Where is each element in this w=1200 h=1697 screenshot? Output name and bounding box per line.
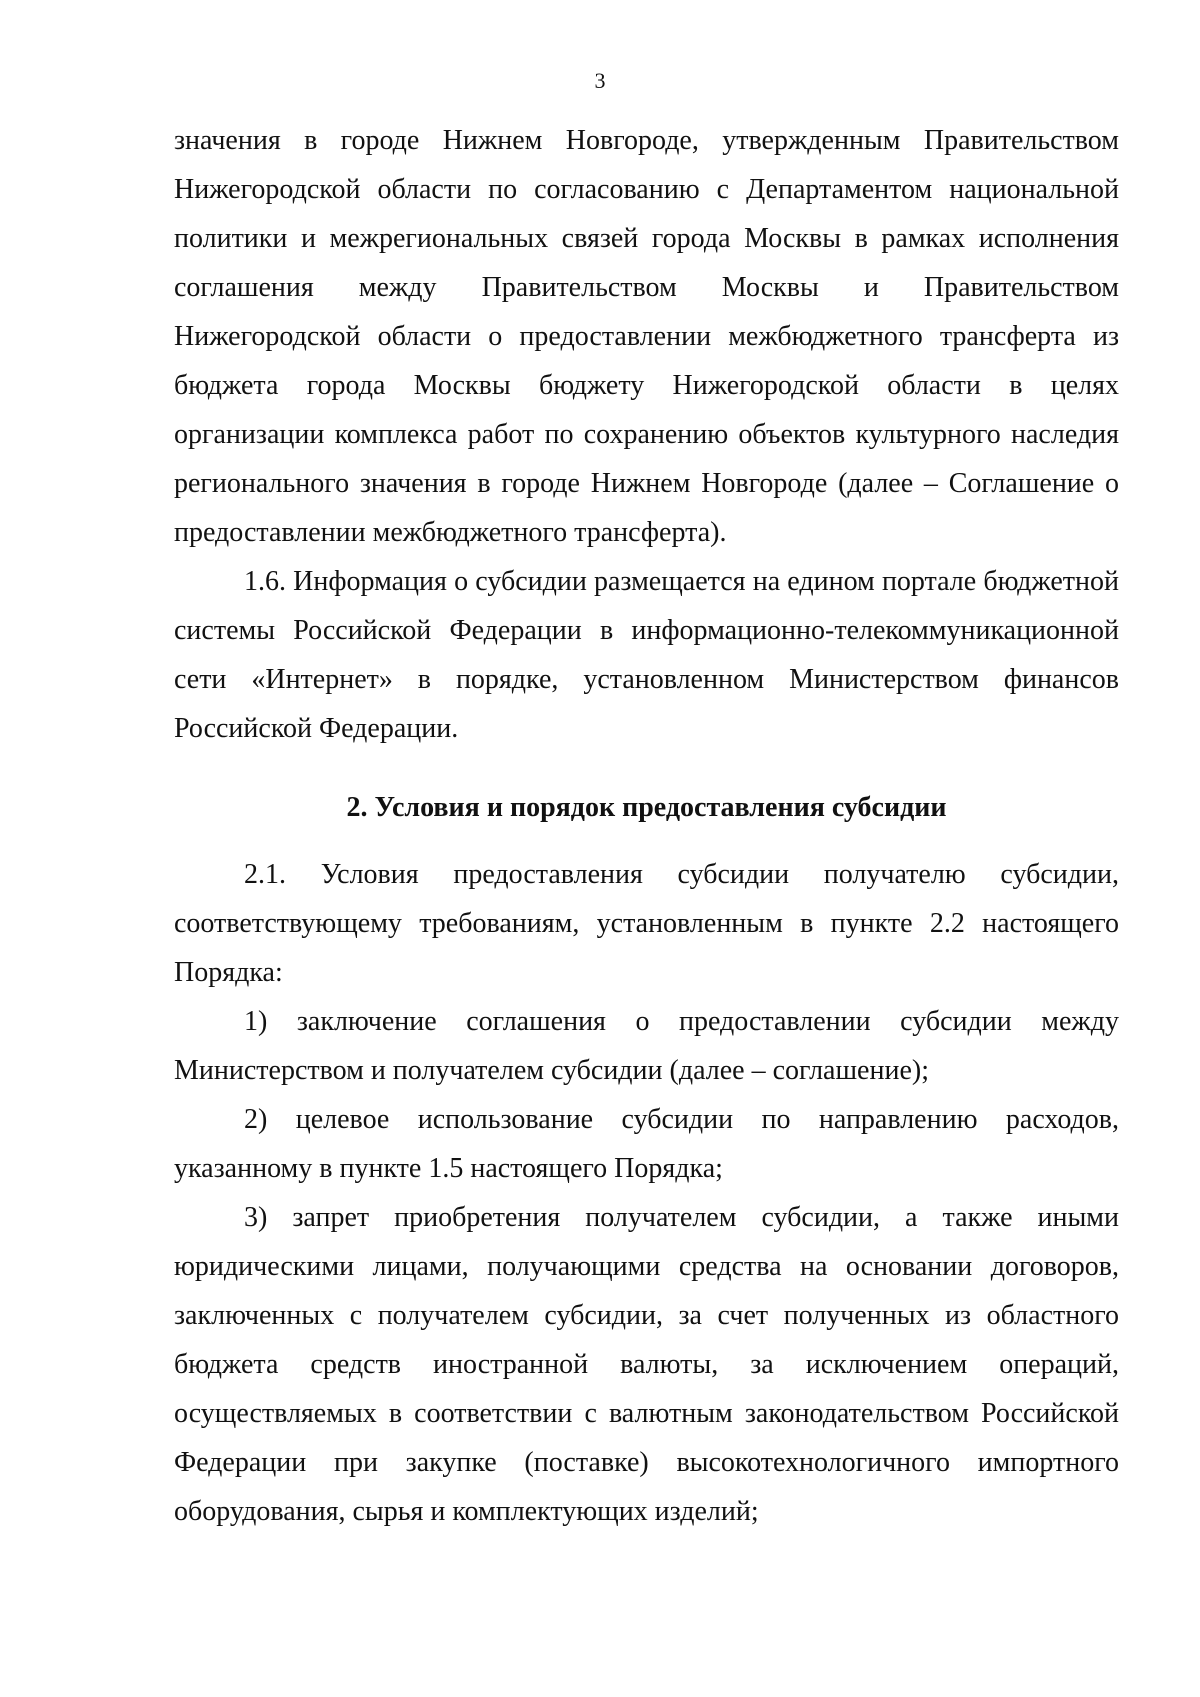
list-item-2: 2) целевое использование субсидии по направлению расходов, указанному в пункте 1.5 настоящего Порядка; — [174, 1104, 1119, 1184]
list-item-3: 3) запрет приобретения получателем субсидии, а также иными юридическими лицами, получающими средства на основании договоров, заключенных с получателем субсидии, за счет полученных из областного бюджета средств иностранной валюты, за исключением операций, осуществляемых в соответствии с валютным законодательством Российской Федерации при закупке (поставке) высокотехнологичного импортного оборудования, сырья и комплектующих изделий; — [174, 1202, 1119, 1527]
paragraph-continuation: значения в городе Нижнем Новгороде, утвержденным Правительством Нижегородской области по согласованию с Департаментом национальной политики и межрегиональных связей города Москвы в рамках исполнения соглашения между Правительством Москвы и Правительством Нижегородской области о предоставлении межбюджетного трансферта из бюджета города Москвы бюджету Нижегородской области в целях организации комплекса работ по сохранению объектов культурного наследия регионального значения в городе Нижнем Новгороде (далее – Соглашение о предоставлении межбюджетного трансферта). — [174, 125, 1119, 548]
section-heading: 2. Условия и порядок предоставления субсидии — [346, 792, 947, 823]
paragraph-1-6: 1.6. Информация о субсидии размещается на едином портале бюджетной системы Российской Федерации в информационно-телекоммуникационной сети «Интернет» в порядке, установленном Министерством финансов Российской Федерации. — [174, 566, 1119, 744]
paragraph-2-1: 2.1. Условия предоставления субсидии получателю субсидии, соответствующему требованиям, установленным в пункте 2.2 настоящего Порядка: — [174, 859, 1119, 988]
document-body — [174, 116, 1119, 1536]
page-number: 3 — [594, 68, 606, 93]
list-item-1: 1) заключение соглашения о предоставлении субсидии между Министерством и получателем субсидии (далее – соглашение); — [174, 1006, 1119, 1086]
